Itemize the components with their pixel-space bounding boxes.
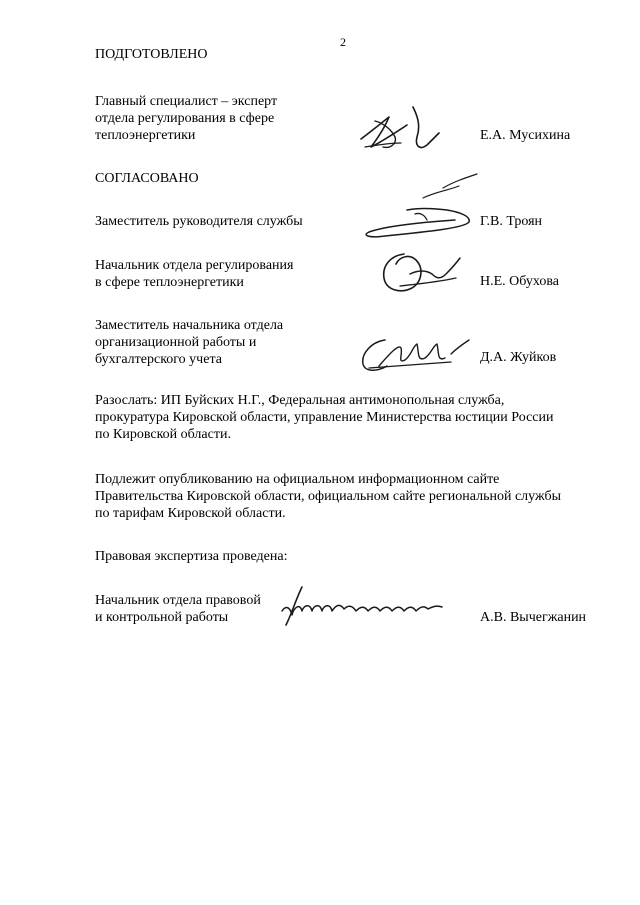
position-line: организационной работы и bbox=[95, 335, 257, 350]
agreed-position-3 bbox=[95, 317, 335, 368]
signature-obukhova bbox=[378, 248, 470, 298]
agreed-position-2 bbox=[95, 257, 335, 291]
paragraph-line: Разослать: ИП Буйских Н.Г., Федеральная антимонопольная служба, bbox=[95, 393, 505, 408]
agreed-name-2: Н.Е. Обухова bbox=[480, 274, 559, 289]
position-line: Заместитель начальника отдела bbox=[95, 318, 284, 333]
position-line: Начальник отдела правовой bbox=[95, 593, 261, 608]
paragraph-line: Правительства Кировской области, официальном сайте региональной службы bbox=[95, 489, 561, 504]
signature-troyan bbox=[355, 168, 485, 244]
position-line: в сфере теплоэнергетики bbox=[95, 275, 244, 290]
agreed-heading: СОГЛАСОВАНО bbox=[95, 171, 199, 186]
prepared-position bbox=[95, 93, 335, 144]
agreed-position-1 bbox=[95, 213, 335, 230]
paragraph-line: Подлежит опубликованию на официальном информационном сайте bbox=[95, 472, 500, 487]
position-line: бухгалтерского учета bbox=[95, 352, 222, 367]
prepared-name: Е.А. Мусихина bbox=[480, 128, 571, 143]
signature-vychegzhanin bbox=[278, 585, 448, 629]
legal-heading: Правовая экспертиза проведена: bbox=[95, 549, 288, 564]
agreed-name-1: Г.В. Троян bbox=[480, 214, 543, 229]
signature-musikhina bbox=[355, 103, 465, 159]
paragraph-line: по Кировской области. bbox=[95, 427, 231, 442]
agreed-name-3: Д.А. Жуйков bbox=[480, 350, 557, 365]
position-line: Главный специалист – эксперт bbox=[95, 94, 278, 109]
position-line: теплоэнергетики bbox=[95, 128, 196, 143]
distribution-paragraph bbox=[95, 392, 600, 443]
position-line: и контрольной работы bbox=[95, 610, 229, 625]
prepared-heading: ПОДГОТОВЛЕНО bbox=[95, 47, 208, 62]
publication-paragraph bbox=[95, 471, 600, 522]
paragraph-line: прокуратура Кировской области, управление Министерства юстиции России bbox=[95, 410, 554, 425]
paragraph-line: по тарифам Кировской области. bbox=[95, 506, 286, 521]
signature-zhuykov bbox=[355, 332, 473, 378]
page-number: 2 bbox=[340, 35, 346, 49]
position-line: Начальник отдела регулирования bbox=[95, 258, 294, 273]
position-line: отдела регулирования в сфере bbox=[95, 111, 275, 126]
legal-name: А.В. Вычегжанин bbox=[480, 610, 587, 625]
position-line: Заместитель руководителя службы bbox=[95, 214, 303, 229]
